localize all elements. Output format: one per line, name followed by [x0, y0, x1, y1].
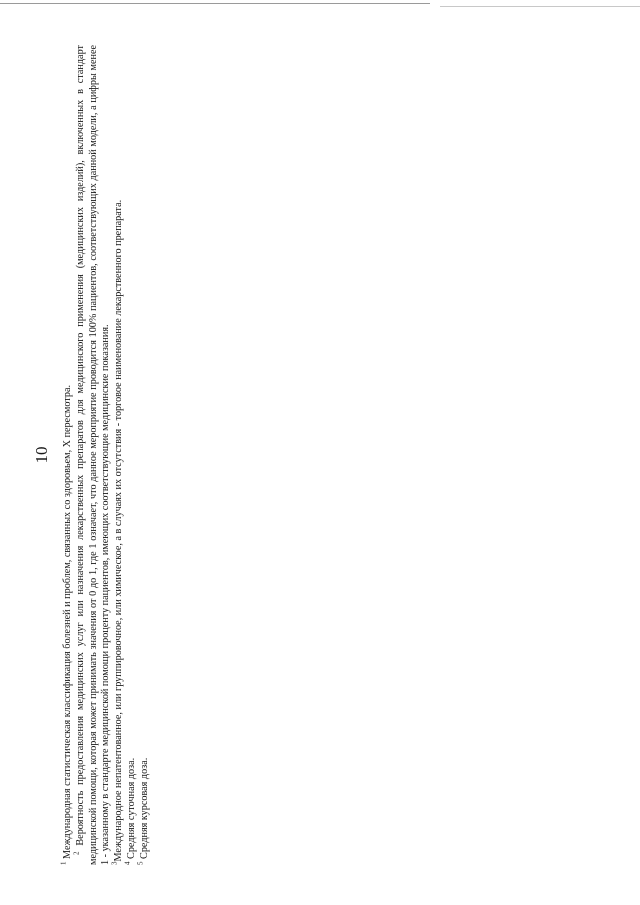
footnote-marker: 1: [59, 861, 68, 865]
scan-edge-line: [0, 3, 430, 4]
footnote-5: [136, 45, 152, 865]
footnote-4: [123, 45, 139, 865]
footnote-text: Средняя суточная доза.: [125, 757, 137, 862]
footnote-marker: 2: [72, 851, 81, 855]
footnote-3: [110, 45, 126, 865]
footnote-marker: 4: [123, 861, 132, 865]
footnotes: [59, 45, 152, 865]
page-number: 10: [32, 446, 51, 464]
footnote-text: Средняя курсовая доза.: [138, 757, 150, 862]
rotated-page-content: [32, 45, 172, 865]
footnote-text: Вероятность предоставления медицинских услуг или назначения лекарственных препаратов для медицинского применения (медицинских изделий), включенных в стандарт медицинской помощи, которая может принимать значения от 0 до 1, где 1 означает, что данное мероприятие проводится 100% пациентов, соответствующих данной модели, а цифры менее 1 - указанному в стандарте медицинской помощи проценту пациентов, имеющих соответствующие медицинские показания.: [74, 45, 112, 865]
footnote-text: Международное непатентованное, или группировочное, или химическое, а в случаях их отсутствия - торговое наименование лекарственного препарата.: [113, 199, 125, 862]
footnote-marker: 5: [136, 861, 145, 865]
footnote-text: Международная статистическая классификация болезней и проблем, связанных со здоровьем, X пересмотра.: [62, 384, 73, 862]
scan-edge-line-right: [440, 6, 640, 7]
footnote-marker: 3: [110, 861, 119, 865]
footnote-2: [72, 45, 113, 865]
footnote-1: [59, 45, 75, 865]
